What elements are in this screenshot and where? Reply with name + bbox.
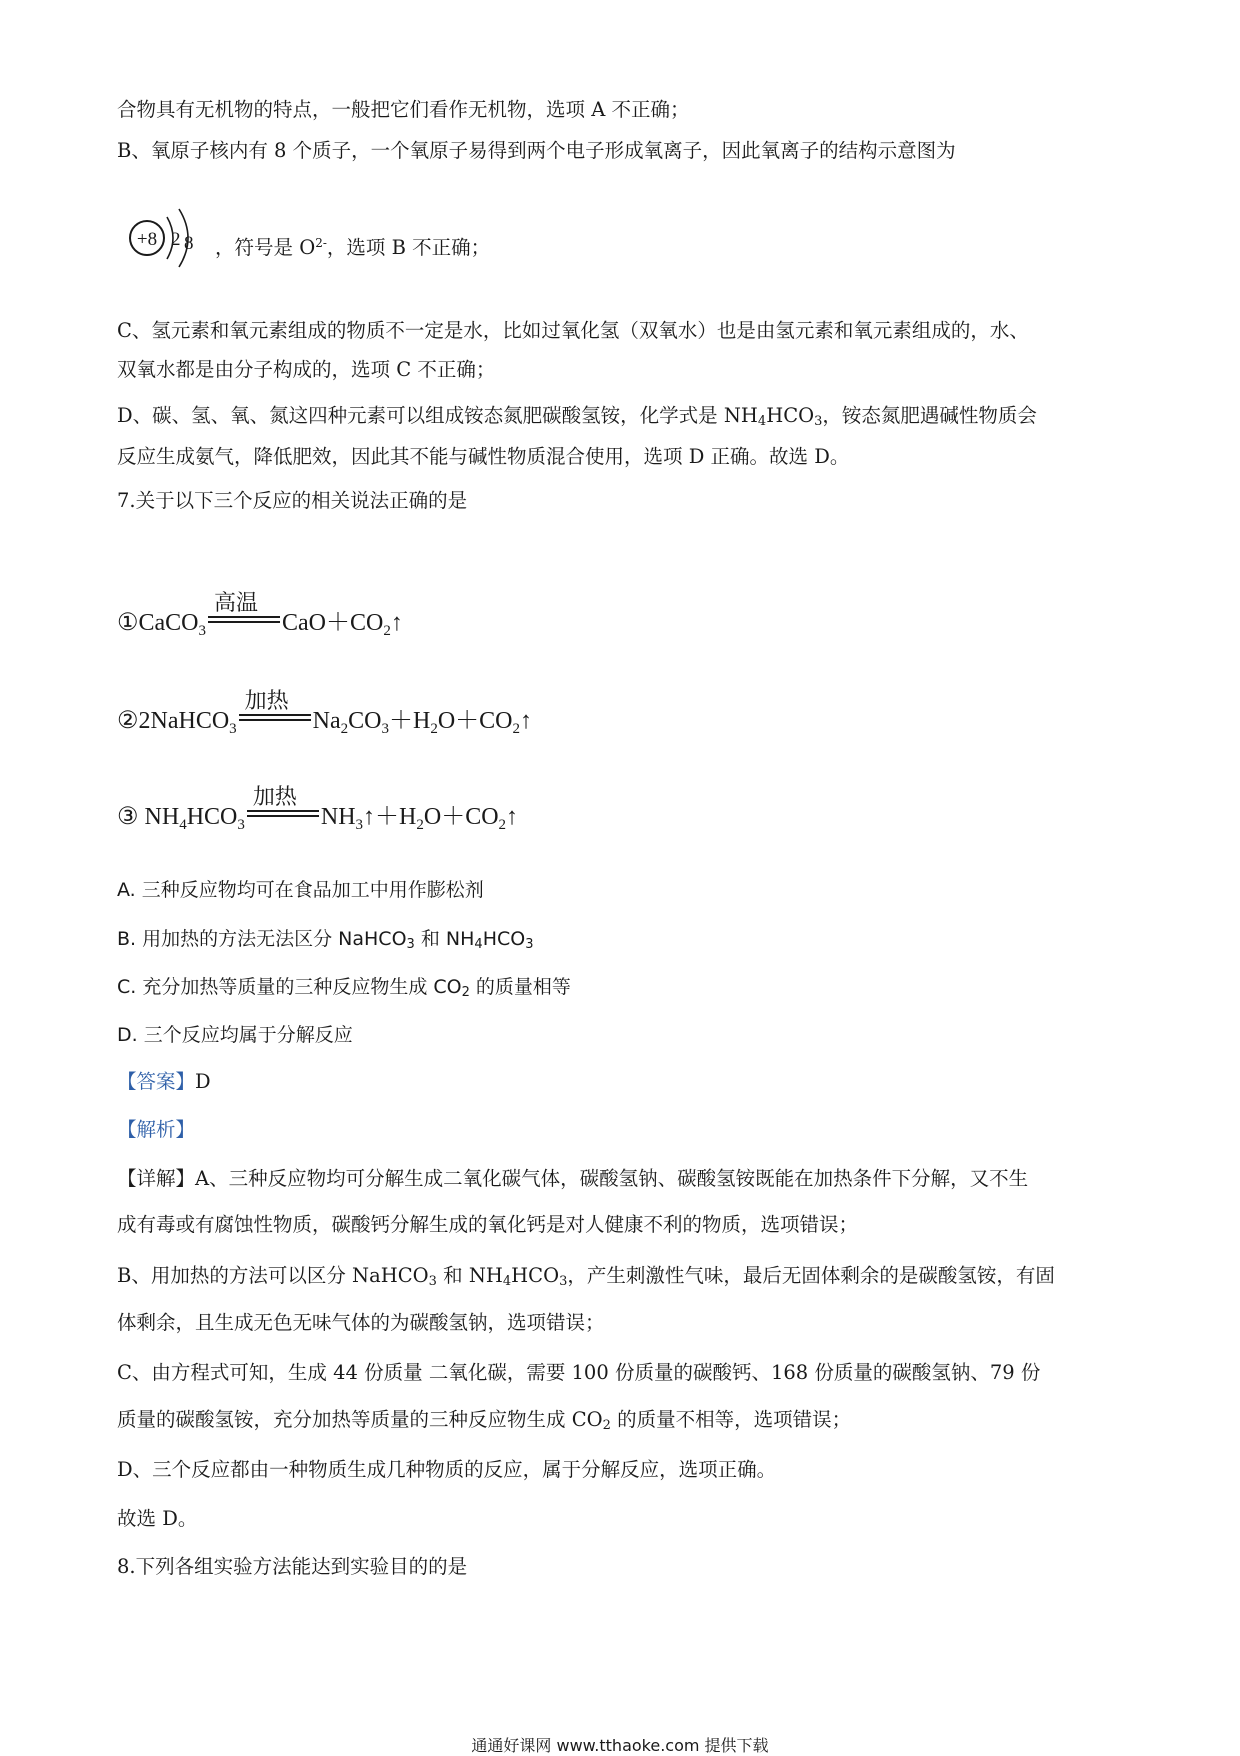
answer-line [117,1068,211,1096]
detail-line: B、用加热的方法可以区分 NaHCO$_3$ 和 $NH_4HCO_3$，产生刺激性气味，最后无固体剩余的是碳酸氢铵，有固 [117,1264,1055,1289]
option-b: B. 用加热的方法无法区分 NaHCO$_3$ 和 $NH_4HCO_3$ [117,928,534,952]
equation-1: ①CaCO$_3$ 高温 $CaO+CO_2↑$ [117,591,403,639]
text-line: ，符号是 $O^{2-}$，选项 B 不正确； [215,236,491,259]
reaction-condition: 高温 [208,592,280,632]
text-line: D、碳、氢、氧、氮这四种元素可以组成铵态氮肥碳酸氢铵，化学式是 $NH_4HCO_3$，铵态氮肥遇碱性物质会 [117,404,1037,429]
page-footer: 通通好课网 www.tthaoke.com 提供下载 [471,1736,769,1755]
nucleus-charge: +8 [136,229,158,250]
reaction-condition: 加热 [247,786,319,826]
equation-2: ②2NaHCO$_3$ 加热 $Na_2CO_3+H_2O+CO_2↑$ [117,689,533,737]
shell-2-electrons: 8 [184,233,194,254]
text-line: 反应生成氨气，降低肥效，因此其不能与碱性物质混合使用，选项 D 正确。故选 D。 [117,445,850,468]
question-7-title: 7.关于以下三个反应的相关说法正确的是 [117,489,468,512]
option-d: D. 三个反应均属于分解反应 [117,1024,353,1046]
equation-3: ③ $NH_4HCO_3$ 加热 $NH_3↑+H_2O+CO_2↑$ [117,785,519,833]
answer-value: D [195,1070,211,1093]
reaction-condition: 加热 [239,690,311,730]
detail-line: 体剩余，且生成无色无味气体的为碳酸氢钠，选项错误； [117,1311,605,1334]
detail-line: 故选 D。 [117,1507,198,1530]
answer-label: 【答案】 [117,1070,196,1093]
text-line: 双氧水都是由分子构成的，选项 C 不正确； [117,358,496,381]
oxygen-ion-structure-diagram [127,205,217,275]
option-c: C. 充分加热等质量的三种反应物生成 $CO_2$ 的质量相等 [117,976,571,1000]
analysis-label: 【解析】 [117,1118,196,1141]
text-line: 合物具有无机物的特点，一般把它们看作无机物，选项 A 不正确； [117,98,690,121]
detail-line: C、由方程式可知，生成 44 份质量 二氧化碳，需要 100 份质量的碳酸钙、168 份质量的碳酸氢钠、79 份 [117,1361,1041,1384]
detail-line: 成有毒或有腐蚀性物质，碳酸钙分解生成的氧化钙是对人健康不利的物质，选项错误； [117,1213,859,1236]
detail-line: D、三个反应都由一种物质生成几种物质的反应，属于分解反应，选项正确。 [117,1458,777,1481]
shell-1-electrons: 2 [171,229,181,250]
text-line: B、氧原子核内有 8 个质子，一个氧原子易得到两个电子形成氧离子，因此氧离子的结构示意图为 [117,139,956,162]
option-a: A. 三种反应物均可在食品加工中用作膨松剂 [117,879,484,901]
detail-line: 质量的碳酸氢铵，充分加热等质量的三种反应物生成 $CO_2$ 的质量不相等，选项错误； [117,1408,852,1433]
question-8-title: 8.下列各组实验方法能达到实验目的的是 [117,1555,468,1578]
text-line: C、氢元素和氧元素组成的物质不一定是水，比如过氧化氢（双氧水）也是由氢元素和氧元素组成的，水、 [117,319,1029,342]
detail-line: 【详解】A、三种反应物均可分解生成二氧化碳气体，碳酸氢钠、碳酸氢铵既能在加热条件下分解，又不生 [117,1167,1029,1190]
